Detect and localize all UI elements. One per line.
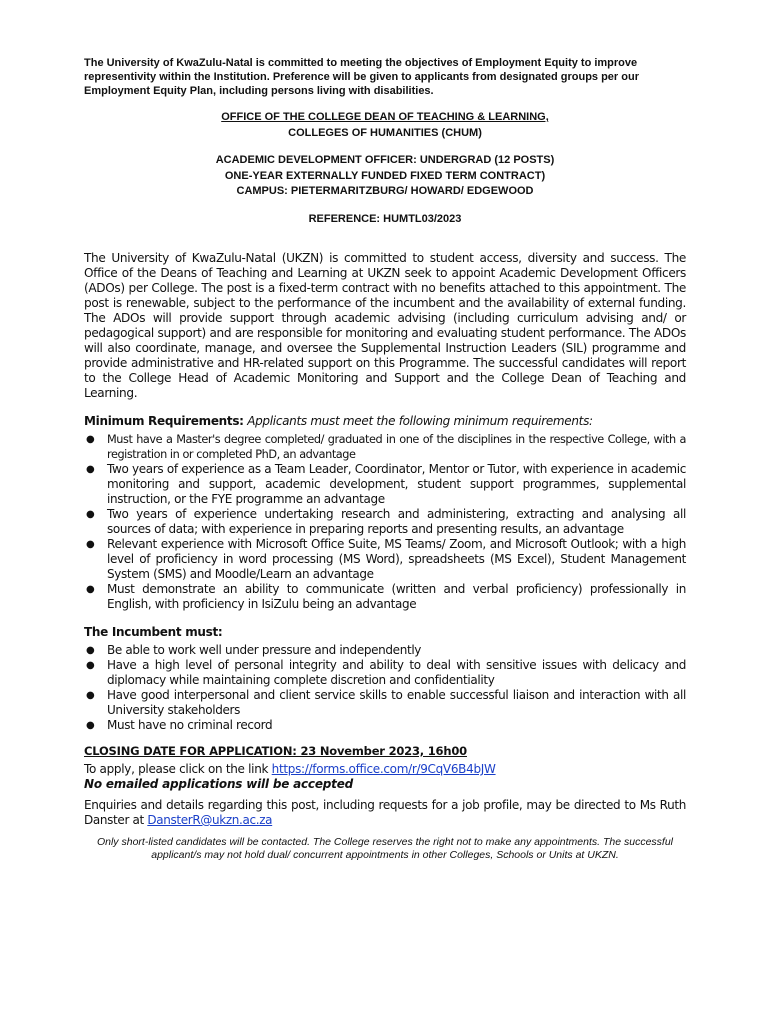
list-item: ● Two years of experience undertaking research and administering, extracting and analysing all sources of data; with experience in preparing reports and presenting results, an advantage xyxy=(86,507,686,536)
footer-note: Only short-listed candidates will be contacted. The College reserves the right not to make any appointments. The successful applicant/s may not hold dual/ concurrent appointments in other Colleges, Schools or Units at UKZN. xyxy=(96,836,674,861)
list-item: ● Be able to work well under pressure and independently xyxy=(86,643,422,657)
job-advert xyxy=(84,56,686,862)
campus-line: CAMPUS: PIETERMARITZBURG/ HOWARD/ EDGEWOOD xyxy=(236,185,534,197)
bullet-icon: ● xyxy=(86,645,95,656)
incumbent-heading xyxy=(84,625,686,640)
list-item: ● Must have no criminal record xyxy=(86,718,273,732)
employment-equity-statement: The University of KwaZulu-Natal is committed to meeting the objectives of Employment Equity to improve representivity within the Institution. Preference will be given to applicants from designated groups per our Employment Equity Plan, including persons living with disabilities. xyxy=(84,57,639,97)
bullet-icon: ● xyxy=(86,434,95,445)
apply-text: To apply, please click on the link xyxy=(84,762,269,776)
bullet-icon: ● xyxy=(86,539,95,550)
bullet-icon: ● xyxy=(86,720,95,731)
list-item: ● Must demonstrate an ability to communicate (written and verbal proficiency) professionally in English, with proficiency in IsiZulu being an advantage xyxy=(86,582,686,611)
enquiries xyxy=(84,798,686,828)
application-form-link[interactable]: https://forms.office.com/r/9CqV6B4bJW xyxy=(271,762,496,776)
bullet-icon: ● xyxy=(86,660,95,671)
advert-heading xyxy=(84,110,686,227)
apply-instructions xyxy=(84,762,686,777)
bullet-icon: ● xyxy=(86,690,95,701)
min-requirements-sublabel: Applicants must meet the following minimum requirements: xyxy=(247,414,593,428)
office-line: OFFICE OF THE COLLEGE DEAN OF TEACHING & LEARNING, xyxy=(221,111,549,123)
list-item: ● Must have a Master's degree completed/ graduated in one of the disciplines in the respective College, with a registration in or completed PhD, an advantage xyxy=(86,433,686,461)
list-item: ● Relevant experience with Microsoft Office Suite, MS Teams/ Zoom, and Microsoft Outlook; with a high level of proficiency in word processing (MS Word), spreadsheets (MS Excel), Student Management System (SMS) and Moodle/Learn an advantage xyxy=(86,537,686,581)
college-line: COLLEGES OF HUMANITIES (CHUM) xyxy=(288,126,482,139)
list-item: ● Have good interpersonal and client service skills to enable successful liaison and interaction with all University stakeholders xyxy=(86,688,686,717)
incumbent-label: The Incumbent must: xyxy=(84,625,223,639)
bullet-icon: ● xyxy=(86,464,95,475)
incumbent-list xyxy=(84,643,686,733)
min-requirements-label: Minimum Requirements: xyxy=(84,414,244,428)
bullet-icon: ● xyxy=(86,509,95,520)
post-description: The University of KwaZulu-Natal (UKZN) is committed to student access, diversity and success. The Office of the Deans of Teaching and Learning at UKZN seek to appoint Academic Development Officers (ADOs) per College. The post is a fixed-term contract with no benefits attached to this appointment. The post is renewable, subject to the performance of the incumbent and the availability of external funding. The ADOs will provide support through academic advising (including curriculum advising and/ or pedagogical support) and are responsible for monitoring and evaluating student performance. The ADOs will also coordinate, manage, and oversee the Supplemental Instruction Leaders (SIL) programme and provide administrative and HR-related support on this Programme. The successful candidates will report to the College Head of Academic Monitoring and Support and the College Dean of Teaching and Learning. xyxy=(84,251,686,400)
min-requirements-heading xyxy=(84,414,686,429)
min-requirements-list xyxy=(84,432,686,612)
no-email-notice: No emailed applications will be accepted xyxy=(84,777,354,791)
list-item: ● Two years of experience as a Team Leader, Coordinator, Mentor or Tutor, with experience in academic monitoring and support, academic development, student support programmes, supplemental instruction, or the FYE programme an advantage xyxy=(86,462,686,506)
position-title: ACADEMIC DEVELOPMENT OFFICER: UNDERGRAD (12 POSTS) xyxy=(215,154,555,166)
enquiries-text: Enquiries and details regarding this post, including requests for a job profile, may be directed to Ms Ruth Danster at xyxy=(84,798,686,827)
bullet-icon: ● xyxy=(86,584,95,595)
list-item: ● Have a high level of personal integrity and ability to deal with sensitive issues with delicacy and diplomacy while maintaining complete discretion and confidentiality xyxy=(86,658,686,687)
contract-line: ONE-YEAR EXTERNALLY FUNDED FIXED TERM CONTRACT) xyxy=(224,169,546,182)
reference-line: REFERENCE: HUMTL03/2023 xyxy=(308,212,462,225)
closing-date: CLOSING DATE FOR APPLICATION: 23 November 2023, 16h00 xyxy=(84,744,467,758)
contact-email-link[interactable]: DansterR@ukzn.ac.za xyxy=(147,813,273,827)
